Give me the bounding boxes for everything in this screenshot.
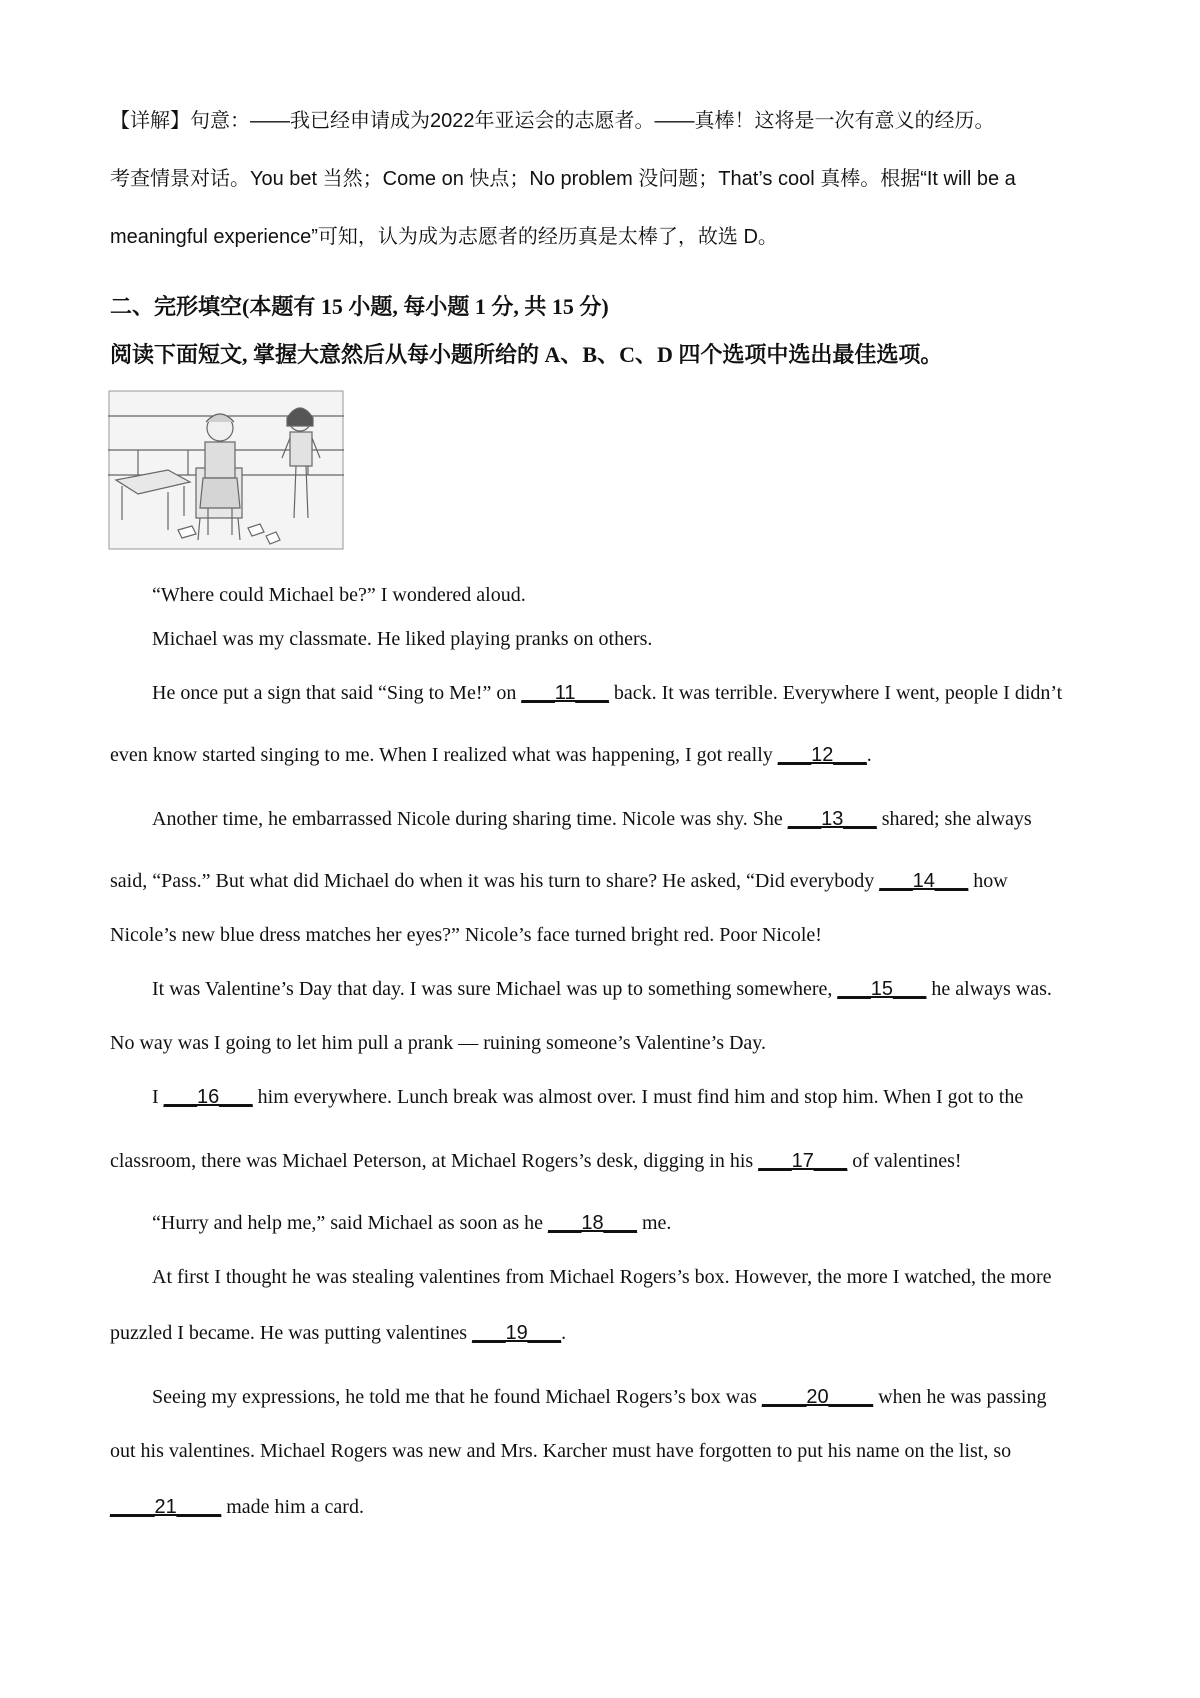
passage-text: he always was. [926,978,1052,1000]
passage-line-7: Nicole’s new blue dress matches her eyes?” Nicole’s face turned bright red. Poor Nicole! [110,924,822,946]
explanation-line-1: 【详解】句意：——我已经申请成为2022年亚运会的志愿者。——真棒！这将是一次有意义的经历。 [110,110,995,132]
passage-text: back. It was terrible. Everywhere I went, people I didn’t [608,682,1063,704]
passage-text: He once put a sign that said “Sing to Me!” on [152,682,522,704]
passage-text: “Hurry and help me,” said Michael as soon as he [152,1212,548,1234]
passage-line-14 [110,1322,566,1345]
explanation-line-2: 考查情景对话。You bet 当然；Come on 快点；No problem 没问题；That’s cool 真棒。根据“It will be a [110,168,1016,190]
passage-line-17 [110,1496,364,1519]
blank-21: ____21____ [110,1496,222,1518]
blank-16: ___16___ [163,1086,253,1108]
passage-text: said, “Pass.” But what did Michael do when it was his turn to share? He asked, “Did everybody [110,870,880,892]
passage-text: when he was passing [873,1386,1047,1408]
passage-line-1: “Where could Michael be?” I wondered aloud. [152,584,526,606]
passage-line-8 [152,978,1052,1001]
explanation-line-3: meaningful experience”可知，认为成为志愿者的经历真是太棒了，故选 D。 [110,226,778,248]
section-heading: 二、完形填空(本题有 15 小题, 每小题 1 分, 共 15 分) [110,294,609,319]
passage-text: how [968,870,1008,892]
passage-text: Seeing my expressions, he told me that he found Michael Rogers’s box was [152,1386,762,1408]
passage-line-5 [152,808,1032,831]
passage-line-13: At first I thought he was stealing valentines from Michael Rogers’s box. However, the more I watched, the more [152,1266,1052,1288]
blank-11: ___11___ [521,682,609,704]
blank-15: ___15___ [837,978,927,1000]
passage-text: even know started singing to me. When I realized what was happening, I got really [110,744,778,766]
passage-text: . [561,1322,567,1344]
passage-line-2: Michael was my classmate. He liked playing pranks on others. [152,628,653,650]
passage-line-10 [152,1086,1023,1109]
blank-14: ___14___ [879,870,969,892]
passage-text: . [866,744,872,766]
passage-line-3 [152,682,1062,705]
section-instruction: 阅读下面短文, 掌握大意然后从每小题所给的 A、B、C、D 四个选项中选出最佳选项。 [110,342,943,367]
passage-text: made him a card. [221,1496,364,1518]
passage-line-12 [152,1212,671,1235]
blank-12: ___12___ [777,744,867,766]
passage-text: Another time, he embarrassed Nicole during sharing time. Nicole was shy. She [152,808,788,830]
blank-19: ___19___ [472,1322,562,1344]
passage-text: puzzled I became. He was putting valentines [110,1322,473,1344]
passage-text: It was Valentine’s Day that day. I was sure Michael was up to something somewhere, [152,978,838,1000]
passage-line-4 [110,744,872,767]
blank-13: ___13___ [787,808,877,830]
passage-line-11 [110,1150,962,1173]
passage-text: him everywhere. Lunch break was almost over. I must find him and stop him. When I got to the [252,1086,1024,1108]
passage-text: of valentines! [847,1150,962,1172]
passage-text: me. [636,1212,672,1234]
passage-line-15 [152,1386,1046,1409]
passage-text: shared; she always [876,808,1032,830]
passage-line-16: out his valentines. Michael Rogers was new and Mrs. Karcher must have forgotten to put his name on the list, so [110,1440,1012,1462]
passage-text: classroom, there was Michael Peterson, at Michael Rogers’s desk, digging in his [110,1150,759,1172]
blank-20: ____20____ [761,1386,874,1408]
passage-text: I [152,1086,164,1108]
blank-18: ___18___ [548,1212,637,1234]
classroom-illustration [108,390,344,550]
passage-line-6 [110,870,1008,893]
blank-17: ___17___ [758,1150,848,1172]
passage-line-9: No way was I going to let him pull a prank — ruining someone’s Valentine’s Day. [110,1032,767,1054]
